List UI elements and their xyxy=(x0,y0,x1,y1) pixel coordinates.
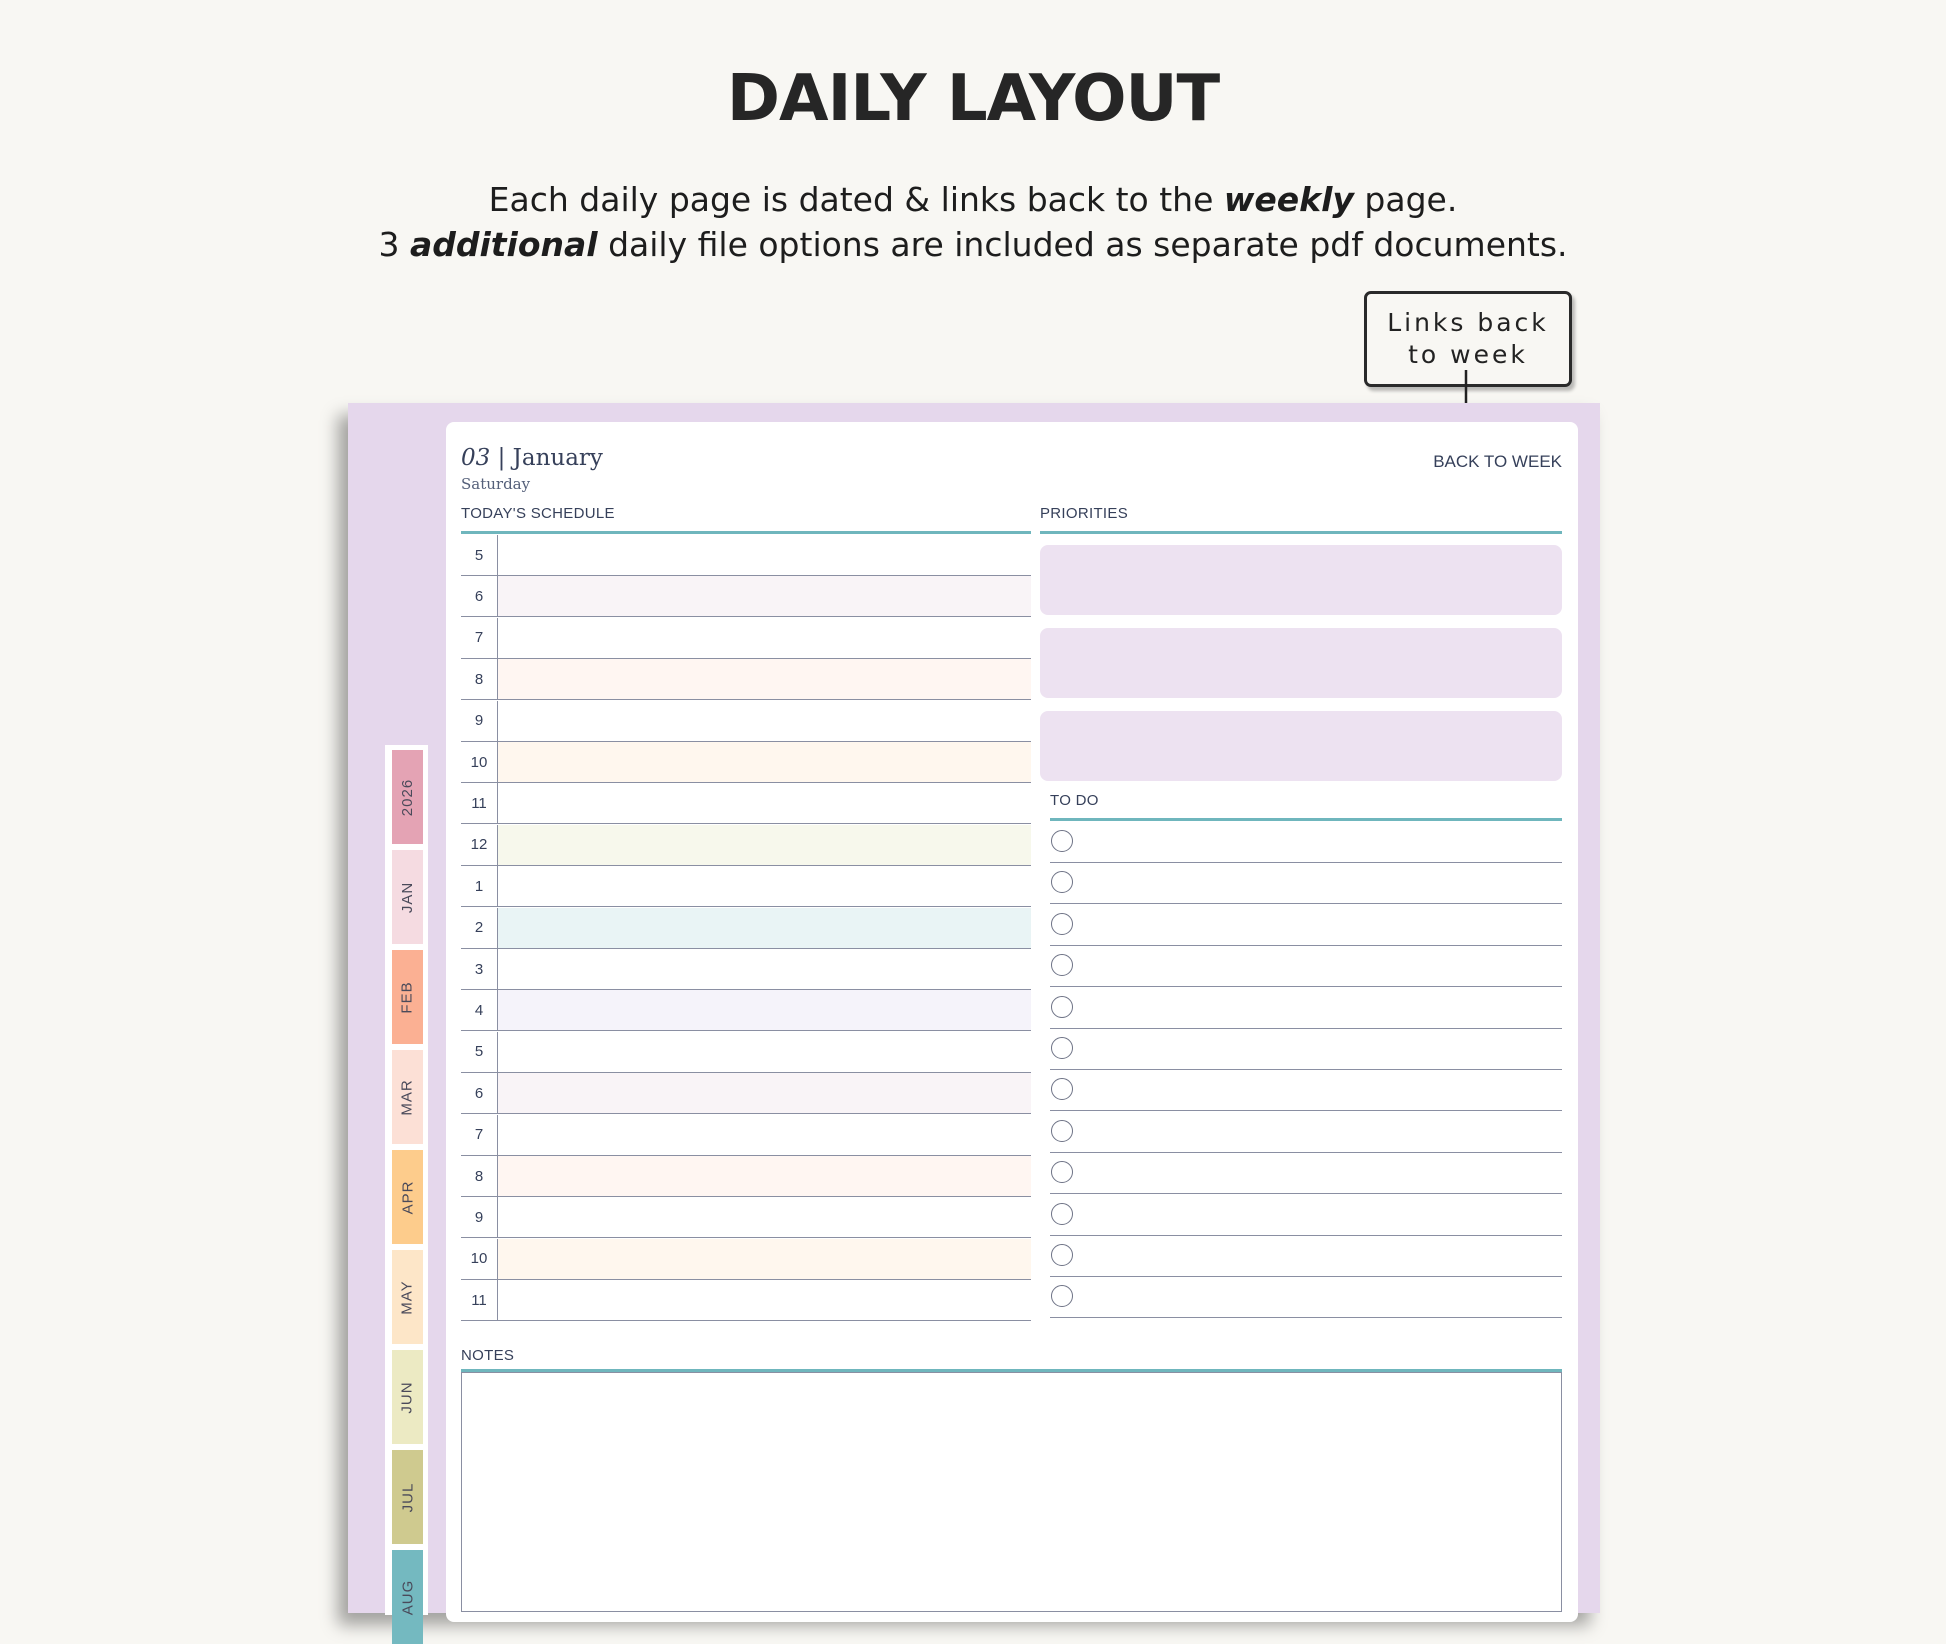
schedule-row[interactable] xyxy=(461,990,1031,1031)
hour-label: 3 xyxy=(461,949,498,989)
todo-row[interactable] xyxy=(1050,946,1562,987)
todo-checkbox[interactable] xyxy=(1051,1203,1073,1225)
tab-label: 2026 xyxy=(399,778,416,816)
todo-checkbox[interactable] xyxy=(1051,830,1073,852)
todo-row[interactable] xyxy=(1050,988,1562,1029)
notes-heading: NOTES xyxy=(461,1347,515,1364)
schedule-row[interactable] xyxy=(461,1197,1031,1238)
schedule-row[interactable] xyxy=(461,1032,1031,1073)
tab-jul[interactable] xyxy=(392,1450,423,1544)
schedule-row[interactable] xyxy=(461,535,1031,576)
tab-label: MAR xyxy=(399,1078,416,1116)
tab-may[interactable] xyxy=(392,1250,423,1344)
tab-jun[interactable] xyxy=(392,1350,423,1444)
tab-label: JAN xyxy=(399,881,416,913)
schedule-row[interactable] xyxy=(461,1156,1031,1197)
todo-checkbox[interactable] xyxy=(1051,1037,1073,1059)
todo-heading: TO DO xyxy=(1050,792,1099,809)
hour-label: 8 xyxy=(461,1156,498,1196)
todo-row[interactable] xyxy=(1050,1153,1562,1194)
tab-label: MAY xyxy=(399,1279,416,1315)
tab-2026[interactable] xyxy=(392,750,423,844)
schedule-row[interactable] xyxy=(461,908,1031,949)
hour-slot[interactable] xyxy=(498,535,1031,575)
todo-checkbox[interactable] xyxy=(1051,913,1073,935)
schedule-row[interactable] xyxy=(461,742,1031,783)
schedule-row[interactable] xyxy=(461,783,1031,824)
todo-row[interactable] xyxy=(1050,863,1562,904)
hour-label: 6 xyxy=(461,1073,498,1113)
hour-label: 5 xyxy=(461,535,498,575)
priority-box[interactable] xyxy=(1040,545,1562,615)
tab-label: FEB xyxy=(399,980,416,1014)
todo-checkbox[interactable] xyxy=(1051,1285,1073,1307)
hour-slot[interactable] xyxy=(498,1280,1031,1320)
tab-jan[interactable] xyxy=(392,850,423,944)
hour-label: 11 xyxy=(461,1280,498,1320)
weekday-label: Saturday xyxy=(461,475,531,493)
hour-slot[interactable] xyxy=(498,1115,1031,1155)
tab-label: AUG xyxy=(399,1579,417,1615)
callout-line-1: Links back xyxy=(1387,308,1549,337)
hour-label: 6 xyxy=(461,576,498,616)
tab-feb[interactable] xyxy=(392,950,423,1044)
description-line-1: Each daily page is dated & links back to the weekly page. xyxy=(488,180,1458,219)
schedule-rule xyxy=(461,531,1031,534)
tab-mar[interactable] xyxy=(392,1050,423,1144)
hour-slot[interactable] xyxy=(498,990,1031,1030)
todo-row[interactable] xyxy=(1050,905,1562,946)
schedule-row[interactable] xyxy=(461,1073,1031,1114)
hour-slot[interactable] xyxy=(498,783,1031,823)
hour-label: 7 xyxy=(461,618,498,658)
schedule-row[interactable] xyxy=(461,618,1031,659)
tab-label: APR xyxy=(399,1180,416,1214)
page-title: DAILY LAYOUT xyxy=(726,62,1220,136)
todo-row[interactable] xyxy=(1050,1112,1562,1153)
tab-aug[interactable] xyxy=(392,1550,423,1644)
todo-row[interactable] xyxy=(1050,1029,1562,1070)
todo-checkbox[interactable] xyxy=(1051,1161,1073,1183)
hour-label: 12 xyxy=(461,825,498,865)
hour-slot[interactable] xyxy=(498,701,1031,741)
hour-slot[interactable] xyxy=(498,825,1031,865)
priorities-heading: PRIORITIES xyxy=(1040,505,1129,522)
hour-label: 1 xyxy=(461,866,498,906)
tab-label: JUL xyxy=(399,1482,416,1512)
description-line-2: 3 additional daily file options are included as separate pdf documents. xyxy=(378,225,1568,264)
hour-label: 4 xyxy=(461,990,498,1030)
todo-row[interactable] xyxy=(1050,1277,1562,1318)
todo-checkbox[interactable] xyxy=(1051,954,1073,976)
hour-slot[interactable] xyxy=(498,1032,1031,1072)
priority-box[interactable] xyxy=(1040,711,1562,781)
hour-slot[interactable] xyxy=(498,866,1031,906)
back-to-week-link[interactable]: BACK TO WEEK xyxy=(1433,452,1562,471)
todo-checkbox[interactable] xyxy=(1051,871,1073,893)
hour-label: 9 xyxy=(461,1197,498,1237)
todo-checkbox[interactable] xyxy=(1051,1120,1073,1142)
schedule-row[interactable] xyxy=(461,1280,1031,1321)
hour-label: 10 xyxy=(461,742,498,782)
schedule-row[interactable] xyxy=(461,659,1031,700)
hour-label: 8 xyxy=(461,659,498,699)
schedule-row[interactable] xyxy=(461,576,1031,617)
todo-row[interactable] xyxy=(1050,822,1562,863)
todo-row[interactable] xyxy=(1050,1195,1562,1236)
hour-slot[interactable] xyxy=(498,576,1031,616)
hour-label: 10 xyxy=(461,1239,498,1279)
schedule-heading: TODAY'S SCHEDULE xyxy=(461,505,615,522)
schedule-row[interactable] xyxy=(461,825,1031,866)
hour-label: 9 xyxy=(461,701,498,741)
hour-slot[interactable] xyxy=(498,1197,1031,1237)
tab-apr[interactable] xyxy=(392,1150,423,1244)
hour-slot[interactable] xyxy=(498,659,1031,699)
hour-slot[interactable] xyxy=(498,1073,1031,1113)
schedule-row[interactable] xyxy=(461,701,1031,742)
hour-label: 11 xyxy=(461,783,498,823)
hour-slot[interactable] xyxy=(498,618,1031,658)
schedule-row[interactable] xyxy=(461,866,1031,907)
todo-checkbox[interactable] xyxy=(1051,1244,1073,1266)
hour-slot[interactable] xyxy=(498,908,1031,948)
todo-checkbox[interactable] xyxy=(1051,996,1073,1018)
todo-rule xyxy=(1050,818,1562,821)
todo-checkbox[interactable] xyxy=(1051,1078,1073,1100)
priority-box[interactable] xyxy=(1040,628,1562,698)
tab-label: JUN xyxy=(399,1380,417,1414)
schedule-row[interactable] xyxy=(461,1239,1031,1280)
hour-label: 7 xyxy=(461,1115,498,1155)
priorities-rule xyxy=(1040,531,1562,534)
hour-slot[interactable] xyxy=(498,1156,1031,1196)
schedule-row[interactable] xyxy=(461,1115,1031,1156)
hour-slot[interactable] xyxy=(498,1239,1031,1279)
hour-label: 5 xyxy=(461,1032,498,1072)
todo-row[interactable] xyxy=(1050,1070,1562,1111)
schedule-row[interactable] xyxy=(461,949,1031,990)
notes-area[interactable] xyxy=(461,1372,1562,1612)
date-heading: 03 | January xyxy=(461,445,603,471)
todo-row[interactable] xyxy=(1050,1236,1562,1277)
hour-label: 2 xyxy=(461,908,498,948)
callout-line-2: to week xyxy=(1408,340,1528,369)
hour-slot[interactable] xyxy=(498,949,1031,989)
hour-slot[interactable] xyxy=(498,742,1031,782)
